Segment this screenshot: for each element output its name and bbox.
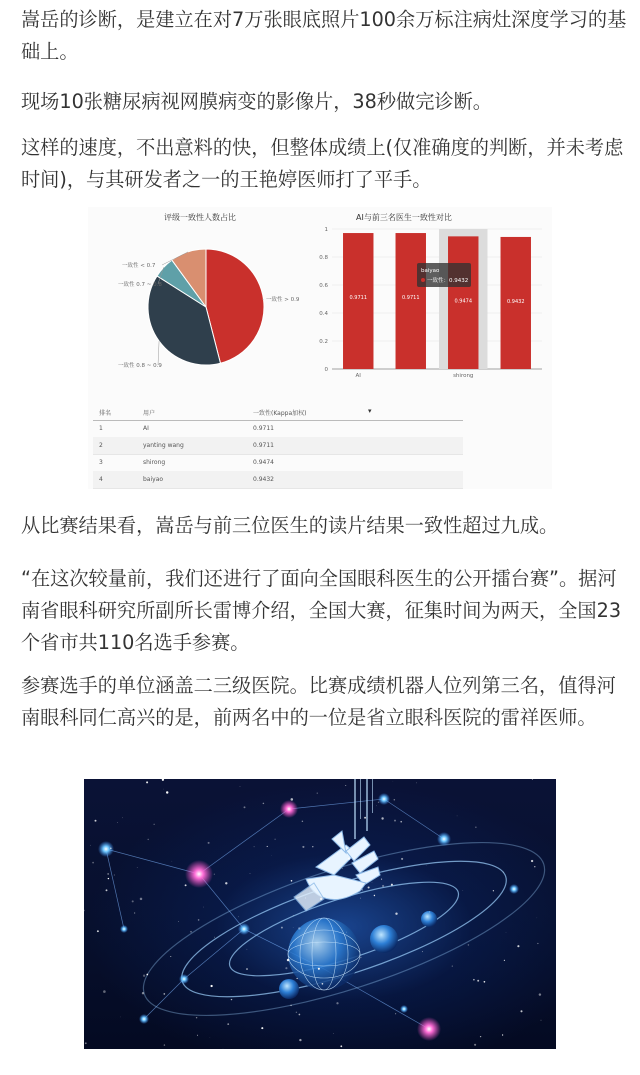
star-icon (190, 931, 192, 933)
star-icon (493, 890, 494, 891)
network-lines (106, 799, 444, 1029)
star-icon (429, 911, 430, 912)
rank-cell: 2 (99, 442, 103, 449)
paragraph-5: “在这次较量前，我们还进行了面向全国眼科医生的公开擂台赛”。据河南省眼科研究所副所长雷博介绍，全国大赛，征集时间为两天，全国23个省市共110名选手参赛。 (21, 567, 622, 654)
star-icon (210, 985, 212, 987)
user-cell: yanting wang (143, 442, 184, 449)
star-icon (240, 786, 241, 787)
star-icon (297, 978, 298, 979)
star-icon (503, 872, 504, 873)
star-icon (342, 868, 343, 869)
tooltip-value: 一致性：0.9432 (427, 277, 469, 284)
paragraph-2: 现场10张糖尿病视网膜病变的影像片，38秒做完诊断。 (21, 90, 492, 113)
tooltip-legend-dot-icon (421, 278, 425, 282)
star-icon (143, 975, 145, 977)
star-icon (534, 866, 535, 867)
star-icon (281, 927, 283, 929)
star-icon (475, 827, 476, 828)
star-icon (395, 913, 397, 915)
star-icon (296, 1012, 297, 1013)
star-icon (320, 898, 322, 900)
star-icon (250, 873, 251, 874)
statistics-figure (88, 207, 552, 489)
star-icon (178, 921, 179, 922)
star-icon (166, 791, 168, 793)
user-cell: AI (143, 425, 149, 432)
star-icon (163, 993, 165, 995)
star-icon (480, 1036, 481, 1037)
star-icon (517, 945, 519, 947)
star-icon (333, 892, 334, 893)
star-icon (333, 1033, 334, 1034)
pie-label-leader (158, 341, 159, 365)
star-icon (290, 1005, 291, 1006)
rank-cell: 3 (99, 459, 103, 466)
small-sphere-icon (370, 925, 398, 953)
star-icon (416, 783, 417, 784)
star-icon (203, 907, 204, 908)
star-icon (340, 1045, 342, 1047)
bar-value-label: 0.9711 (402, 295, 420, 302)
star-icon (267, 846, 268, 847)
y-tick-label: 0.2 (319, 339, 328, 345)
star-icon (374, 895, 375, 896)
glowing-node-icon (179, 974, 189, 984)
y-tick-label: 0 (324, 367, 328, 373)
y-tick-label: 1 (324, 227, 328, 233)
kappa-cell: 0.9711 (253, 442, 274, 449)
bar-value-label: 0.9474 (454, 298, 472, 305)
table-row (93, 454, 463, 472)
star-icon (400, 821, 402, 823)
star-icon (315, 930, 316, 931)
star-icon (208, 842, 210, 844)
star-icon (90, 845, 91, 846)
rank-cell: 1 (99, 425, 103, 432)
star-icon (214, 874, 215, 875)
star-icon (108, 878, 109, 879)
star-icon (293, 915, 294, 916)
star-icon (520, 1010, 522, 1012)
pie-slice-label: 一致性 < 0.7 (122, 263, 156, 269)
star-icon (198, 919, 200, 921)
kappa-cell: 0.9432 (253, 476, 274, 483)
star-icon (299, 1039, 301, 1041)
paragraph-1: 嵩岳的诊断，是建立在对7万张眼底照片100余万标注病灶深度学习的基础上。 (21, 8, 627, 63)
kappa-cell: 0.9711 (253, 425, 274, 432)
star-icon (394, 820, 396, 822)
star-icon (170, 956, 171, 957)
x-tick-label: shirong (453, 373, 474, 379)
star-icon (238, 917, 239, 918)
glowing-node-icon (98, 841, 114, 857)
ai-hand-illustration (84, 779, 556, 1049)
star-icon (197, 1035, 198, 1036)
star-icon (346, 932, 347, 933)
star-icon (142, 992, 144, 994)
star-icon (122, 817, 123, 818)
star-icon (382, 885, 384, 887)
star-icon (372, 882, 373, 883)
star-icon (484, 981, 486, 983)
star-icon (348, 858, 350, 860)
glowing-node-icon (509, 884, 519, 894)
star-icon (302, 846, 304, 848)
star-icon (132, 900, 134, 902)
star-icon (140, 898, 143, 901)
pie-slice-label: 一致性 > 0.9 (266, 297, 300, 303)
star-icon (364, 817, 366, 819)
star-icon (506, 932, 507, 933)
star-icon (84, 910, 85, 911)
star-icon (120, 1017, 121, 1018)
star-icon (247, 949, 248, 950)
star-icon (305, 897, 306, 898)
y-tick-label: 0.8 (319, 255, 328, 261)
star-field (84, 779, 541, 1049)
star-icon (163, 789, 164, 790)
star-icon (246, 968, 248, 970)
star-icon (164, 1044, 165, 1045)
x-tick-label: AI (355, 373, 361, 379)
column-header-rank: 排名 (99, 410, 112, 417)
star-icon (154, 824, 155, 825)
table-row (93, 420, 463, 438)
ai-hand-artwork (84, 779, 556, 1049)
small-sphere-icon (421, 911, 437, 927)
star-icon (146, 781, 148, 783)
star-icon (368, 886, 370, 888)
robot-hand-icon (294, 831, 380, 911)
bar-chart (318, 223, 548, 403)
star-icon (95, 820, 97, 822)
star-icon (502, 1034, 503, 1035)
star-icon (291, 880, 293, 882)
star-icon (504, 960, 505, 961)
bar-value-label: 0.9711 (349, 295, 367, 302)
pie-chart (88, 221, 318, 411)
star-icon (92, 862, 94, 864)
star-icon (317, 793, 318, 794)
star-icon (274, 839, 275, 840)
star-icon (381, 879, 382, 880)
star-icon (360, 957, 361, 958)
data-stream-icon (354, 779, 373, 839)
star-icon (106, 889, 108, 891)
glowing-node-icon (378, 793, 390, 805)
glowing-node-icon (185, 860, 213, 888)
star-icon (227, 1023, 229, 1025)
star-icon (337, 854, 338, 855)
star-icon (244, 806, 246, 808)
star-icon (391, 884, 393, 886)
star-icon (422, 951, 423, 952)
star-icon (263, 803, 265, 805)
star-icon (473, 979, 475, 981)
star-icon (85, 1042, 87, 1044)
star-icon (185, 884, 187, 886)
star-icon (162, 779, 164, 781)
star-icon (97, 930, 99, 932)
glowing-node-icon (238, 923, 250, 935)
star-icon (318, 968, 320, 970)
paragraph-3: 这样的速度，不出意料的快，但整体成绩上(仅准确度的判断，并未考虑时间)，与其研发者之一的王艳婷医师打了平手。 (21, 136, 624, 191)
column-header-kappa[interactable]: 一致性(Kappa加权) (253, 410, 307, 417)
star-icon (134, 912, 135, 913)
paragraph-6: 参赛选手的单位涵盖二三级医院。比赛成绩机器人位列第三名，值得河南眼科同仁高兴的是，前两名中的一位是省立眼科医院的雷祥医师。 (21, 674, 616, 729)
small-sphere-icon (279, 979, 299, 999)
star-icon (541, 1020, 542, 1021)
star-icon (537, 943, 538, 944)
paragraph-4: 从比赛结果看，嵩岳与前三位医生的读片结果一致性超过九成。 (21, 514, 559, 537)
pie-slice-label: 一致性 0.8 ~ 0.9 (118, 363, 162, 369)
table-row (93, 437, 463, 455)
star-icon (345, 785, 346, 786)
sort-down-icon[interactable]: ▾ (368, 407, 372, 415)
star-icon (103, 990, 106, 993)
star-icon (298, 927, 300, 929)
bar-chart-title: AI与前三名医生一致性对比 (356, 213, 452, 222)
star-icon (457, 816, 458, 817)
star-icon (110, 848, 112, 850)
glowing-node-icon (139, 1014, 149, 1024)
user-cell: baiyao (143, 476, 164, 483)
tooltip-title: baiyao (421, 267, 440, 274)
star-icon (360, 898, 361, 899)
y-tick-label: 0.4 (319, 311, 328, 317)
user-cell: shirong (143, 459, 166, 466)
glowing-node-icon (280, 800, 298, 818)
star-icon (468, 944, 470, 946)
column-header-user: 用户 (143, 410, 156, 417)
star-icon (146, 974, 148, 976)
star-icon (378, 802, 379, 803)
star-icon (285, 967, 287, 969)
star-icon (137, 867, 138, 868)
star-icon (254, 846, 255, 847)
glowing-node-icon (120, 925, 128, 933)
bar-value-label: 0.9432 (507, 298, 525, 305)
kappa-cell: 0.9474 (253, 459, 274, 466)
glowing-node-icon (437, 832, 451, 846)
pie-slice-label: 一致性 0.7 ~ 0.8 (118, 282, 162, 288)
star-icon (299, 1014, 301, 1016)
table-header (93, 403, 463, 421)
star-icon (532, 779, 533, 780)
star-icon (322, 983, 324, 985)
star-icon (214, 937, 215, 938)
star-icon (531, 860, 533, 862)
glowing-node-icon (417, 1017, 441, 1041)
star-icon (401, 858, 403, 860)
star-icon (114, 875, 115, 876)
star-icon (287, 959, 290, 962)
star-icon (302, 821, 303, 822)
star-icon (474, 1044, 476, 1046)
star-icon (463, 890, 464, 891)
y-tick-label: 0.6 (319, 283, 328, 289)
star-icon (395, 1013, 396, 1014)
star-icon (108, 873, 109, 874)
star-icon (452, 966, 453, 967)
table-row (93, 471, 463, 489)
star-icon (225, 882, 227, 884)
pie-chart-title: 评级一致性人数占比 (164, 213, 236, 222)
star-icon (117, 822, 118, 823)
star-icon (261, 1027, 263, 1029)
star-icon (477, 980, 479, 982)
star-icon (196, 1017, 197, 1018)
glowing-node-icon (400, 1005, 408, 1013)
star-icon (376, 806, 377, 807)
star-icon (312, 846, 313, 847)
star-icon (291, 798, 294, 801)
star-icon (231, 999, 232, 1000)
rank-cell: 4 (99, 476, 103, 483)
ranking-table (88, 403, 468, 489)
star-icon (394, 799, 396, 801)
star-icon (381, 817, 383, 819)
star-icon (148, 839, 149, 840)
star-icon (336, 1002, 338, 1004)
star-icon (539, 993, 541, 995)
star-icon (362, 889, 363, 890)
